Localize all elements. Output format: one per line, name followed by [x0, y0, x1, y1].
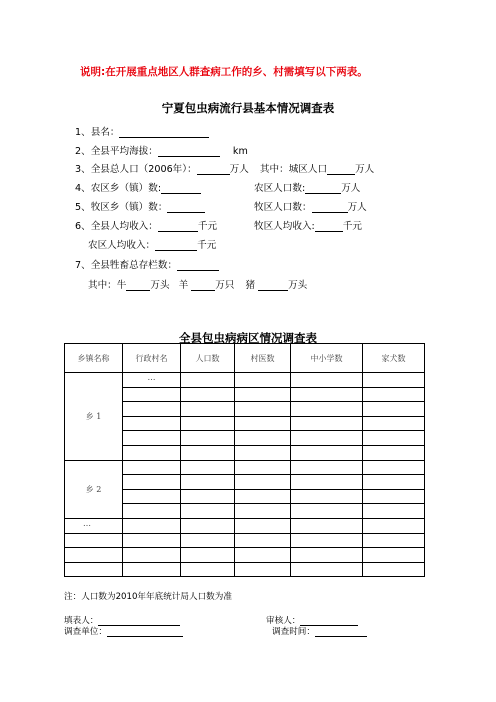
farm-income-blank[interactable] — [155, 239, 197, 251]
table-cell[interactable] — [181, 504, 235, 519]
table-cell[interactable] — [291, 548, 363, 563]
table-cell[interactable] — [123, 431, 181, 446]
table-cell[interactable] — [363, 518, 425, 533]
pasture-income-blank[interactable] — [315, 220, 343, 232]
table-cell[interactable] — [123, 504, 181, 519]
table-cell[interactable] — [181, 402, 235, 417]
table-row — [65, 460, 425, 475]
table-cell[interactable] — [291, 518, 363, 533]
table-cell[interactable] — [181, 431, 235, 446]
county-name-label: 1、县名： — [75, 127, 120, 138]
table-cell[interactable] — [363, 460, 425, 475]
table-cell[interactable] — [363, 489, 425, 504]
population-row — [75, 161, 374, 175]
table-cell[interactable] — [291, 489, 363, 504]
table-cell[interactable] — [181, 373, 235, 388]
table-cell[interactable] — [291, 445, 363, 460]
farm-population-label: 农区人口数: — [254, 183, 306, 194]
pig-label: 猪 — [245, 280, 256, 291]
pasture-population-wrap — [254, 199, 367, 213]
pasture-population-unit: 万人 — [347, 202, 367, 213]
town-1-cell: 乡 1 — [65, 373, 123, 461]
urban-population-unit: 万人 — [355, 164, 375, 175]
pig-unit: 万头 — [288, 280, 308, 291]
table-cell[interactable] — [291, 373, 363, 388]
header-town: 乡镇名称 — [65, 344, 123, 373]
livestock-total-blank[interactable] — [177, 259, 219, 271]
livestock-total-label: 7、全县牲畜总存栏数： — [75, 260, 178, 271]
table-cell[interactable] — [181, 387, 235, 402]
table-cell[interactable] — [181, 460, 235, 475]
time-wrap — [272, 625, 367, 637]
town-ellipsis-cell: … — [65, 518, 123, 533]
farm-income-label: 农区人均收入： — [88, 240, 156, 251]
unit-label: 调查单位： — [64, 627, 107, 637]
unit-blank[interactable] — [107, 626, 183, 637]
table-cell[interactable] — [235, 416, 291, 431]
table-cell[interactable] — [235, 402, 291, 417]
pasture-income-label: 牧区人均收入: — [254, 221, 315, 232]
livestock-total-wrap — [75, 257, 219, 271]
header-dogs: 家犬数 — [363, 344, 425, 373]
table-cell[interactable] — [363, 562, 425, 577]
farm-income-wrap — [88, 237, 216, 251]
table-cell[interactable] — [181, 533, 235, 548]
form1-title: 宁夏包虫病流行县基本情况调查表 — [161, 101, 335, 115]
table-cell[interactable] — [291, 387, 363, 402]
table-cell[interactable] — [181, 445, 235, 460]
table-cell[interactable] — [363, 533, 425, 548]
pasture-population-blank[interactable] — [312, 201, 348, 213]
town-2-cell: 乡 2 — [65, 460, 123, 518]
table-cell[interactable] — [235, 460, 291, 475]
header-schools: 中小学数 — [291, 344, 363, 373]
table-cell[interactable] — [363, 445, 425, 460]
table-cell[interactable] — [291, 460, 363, 475]
table-cell[interactable] — [123, 533, 181, 548]
table-cell[interactable] — [235, 518, 291, 533]
table-cell[interactable] — [363, 504, 425, 519]
table-cell[interactable] — [291, 504, 363, 519]
filler-label: 填表人： — [64, 616, 99, 626]
county-name-blank[interactable] — [119, 126, 209, 138]
time-blank[interactable] — [315, 626, 367, 637]
table-cell[interactable] — [123, 562, 181, 577]
sheep-label: 羊 — [178, 280, 189, 291]
table-cell[interactable] — [363, 431, 425, 446]
table-cell[interactable] — [181, 518, 235, 533]
reviewer-label: 审核人： — [266, 616, 301, 626]
table-cell[interactable] — [235, 373, 291, 388]
table-cell[interactable] — [65, 562, 123, 577]
table-cell[interactable] — [181, 416, 235, 431]
cattle-unit: 万头 — [150, 280, 170, 291]
population-blank[interactable] — [197, 163, 230, 175]
header-village-doctors: 村医数 — [235, 344, 291, 373]
table-cell[interactable] — [291, 431, 363, 446]
pig-blank[interactable] — [258, 279, 288, 291]
altitude-unit: km — [232, 146, 248, 157]
footer-note: 注：人口数为2010年年底统计局人口数为准 — [64, 592, 232, 602]
table-cell[interactable] — [235, 504, 291, 519]
table-cell[interactable] — [123, 387, 181, 402]
livestock-breakdown-wrap — [88, 277, 307, 291]
county-name-row — [75, 124, 209, 138]
table-cell[interactable] — [181, 475, 235, 490]
table-cell[interactable] — [65, 548, 123, 563]
sheep-unit: 万只 — [215, 280, 235, 291]
county-income-unit: 千元 — [197, 221, 218, 232]
header-village: 行政村名 — [123, 344, 181, 373]
table-cell[interactable] — [65, 533, 123, 548]
table-cell[interactable] — [363, 373, 425, 388]
form2-title: 全县包虫病病区情况调查表 — [179, 331, 317, 345]
pasture-towns-wrap — [75, 199, 205, 213]
farm-towns-label-wrap — [75, 180, 201, 194]
sheep-blank[interactable] — [191, 279, 215, 291]
table-cell[interactable] — [235, 431, 291, 446]
farm-population-wrap — [254, 180, 360, 194]
table-cell[interactable] — [123, 416, 181, 431]
urban-population-blank[interactable] — [327, 163, 355, 175]
table-cell[interactable] — [363, 548, 425, 563]
table-row — [65, 533, 425, 548]
population-label: 3、全县总人口（2006年）： — [75, 164, 197, 175]
cattle-blank[interactable] — [126, 279, 150, 291]
table-cell[interactable] — [291, 416, 363, 431]
table-cell[interactable] — [123, 489, 181, 504]
farm-population-unit: 万人 — [341, 183, 361, 194]
table-cell[interactable] — [181, 489, 235, 504]
pasture-towns-label: 5、牧区乡（镇）数： — [75, 202, 168, 213]
unit-wrap — [64, 625, 183, 637]
table-cell[interactable] — [291, 475, 363, 490]
farm-towns-blank[interactable] — [161, 182, 201, 194]
table-cell[interactable] — [291, 402, 363, 417]
table-cell[interactable] — [181, 562, 235, 577]
pasture-income-unit: 千元 — [342, 221, 362, 232]
urban-population-label: 其中：城区人口 — [259, 164, 328, 175]
farm-towns-label: 4、农区乡（镇）数: — [75, 183, 162, 194]
table-cell[interactable] — [235, 489, 291, 504]
county-income-blank[interactable] — [158, 220, 198, 232]
table-cell[interactable] — [235, 445, 291, 460]
table-cell[interactable] — [235, 548, 291, 563]
time-label: 调查时间： — [272, 627, 315, 637]
table-cell[interactable] — [235, 387, 291, 402]
county-income-label: 6、全县人均收入： — [75, 221, 158, 232]
cattle-label: 其中：牛 — [88, 280, 127, 291]
instruction-note: 说明:在开展重点地区人群查病工作的乡、村需填写以下两表。 — [80, 66, 368, 78]
altitude-label: 2、全县平均海拔： — [75, 146, 158, 157]
table-cell[interactable] — [363, 387, 425, 402]
endemic-area-table — [64, 343, 425, 577]
altitude-blank[interactable] — [158, 145, 220, 157]
population-unit: 万人 — [229, 164, 249, 175]
pasture-population-label: 牧区人口数： — [254, 202, 312, 213]
table-cell[interactable] — [123, 460, 181, 475]
table-cell[interactable] — [235, 533, 291, 548]
table-cell[interactable] — [123, 475, 181, 490]
farm-income-unit: 千元 — [197, 240, 217, 251]
county-income-wrap — [75, 218, 217, 232]
table-cell[interactable] — [363, 402, 425, 417]
table-cell[interactable] — [235, 562, 291, 577]
table-cell[interactable] — [123, 445, 181, 460]
table-cell[interactable] — [291, 562, 363, 577]
farm-population-blank[interactable] — [305, 182, 341, 194]
pasture-income-wrap — [254, 218, 362, 232]
table-cell[interactable] — [363, 475, 425, 490]
table-cell[interactable] — [123, 518, 181, 533]
table-cell[interactable] — [181, 548, 235, 563]
table-cell[interactable] — [123, 548, 181, 563]
table-header-row — [65, 344, 425, 373]
table-cell[interactable] — [123, 402, 181, 417]
header-population: 人口数 — [181, 344, 235, 373]
table-row — [65, 548, 425, 563]
village-ellipsis-cell[interactable]: … — [123, 373, 181, 388]
table-cell[interactable] — [235, 475, 291, 490]
table-cell[interactable] — [363, 416, 425, 431]
pasture-towns-blank[interactable] — [167, 201, 205, 213]
table-row — [65, 518, 425, 533]
table-cell[interactable] — [291, 533, 363, 548]
table-row — [65, 562, 425, 577]
altitude-row — [75, 143, 248, 157]
table-row — [65, 373, 425, 388]
